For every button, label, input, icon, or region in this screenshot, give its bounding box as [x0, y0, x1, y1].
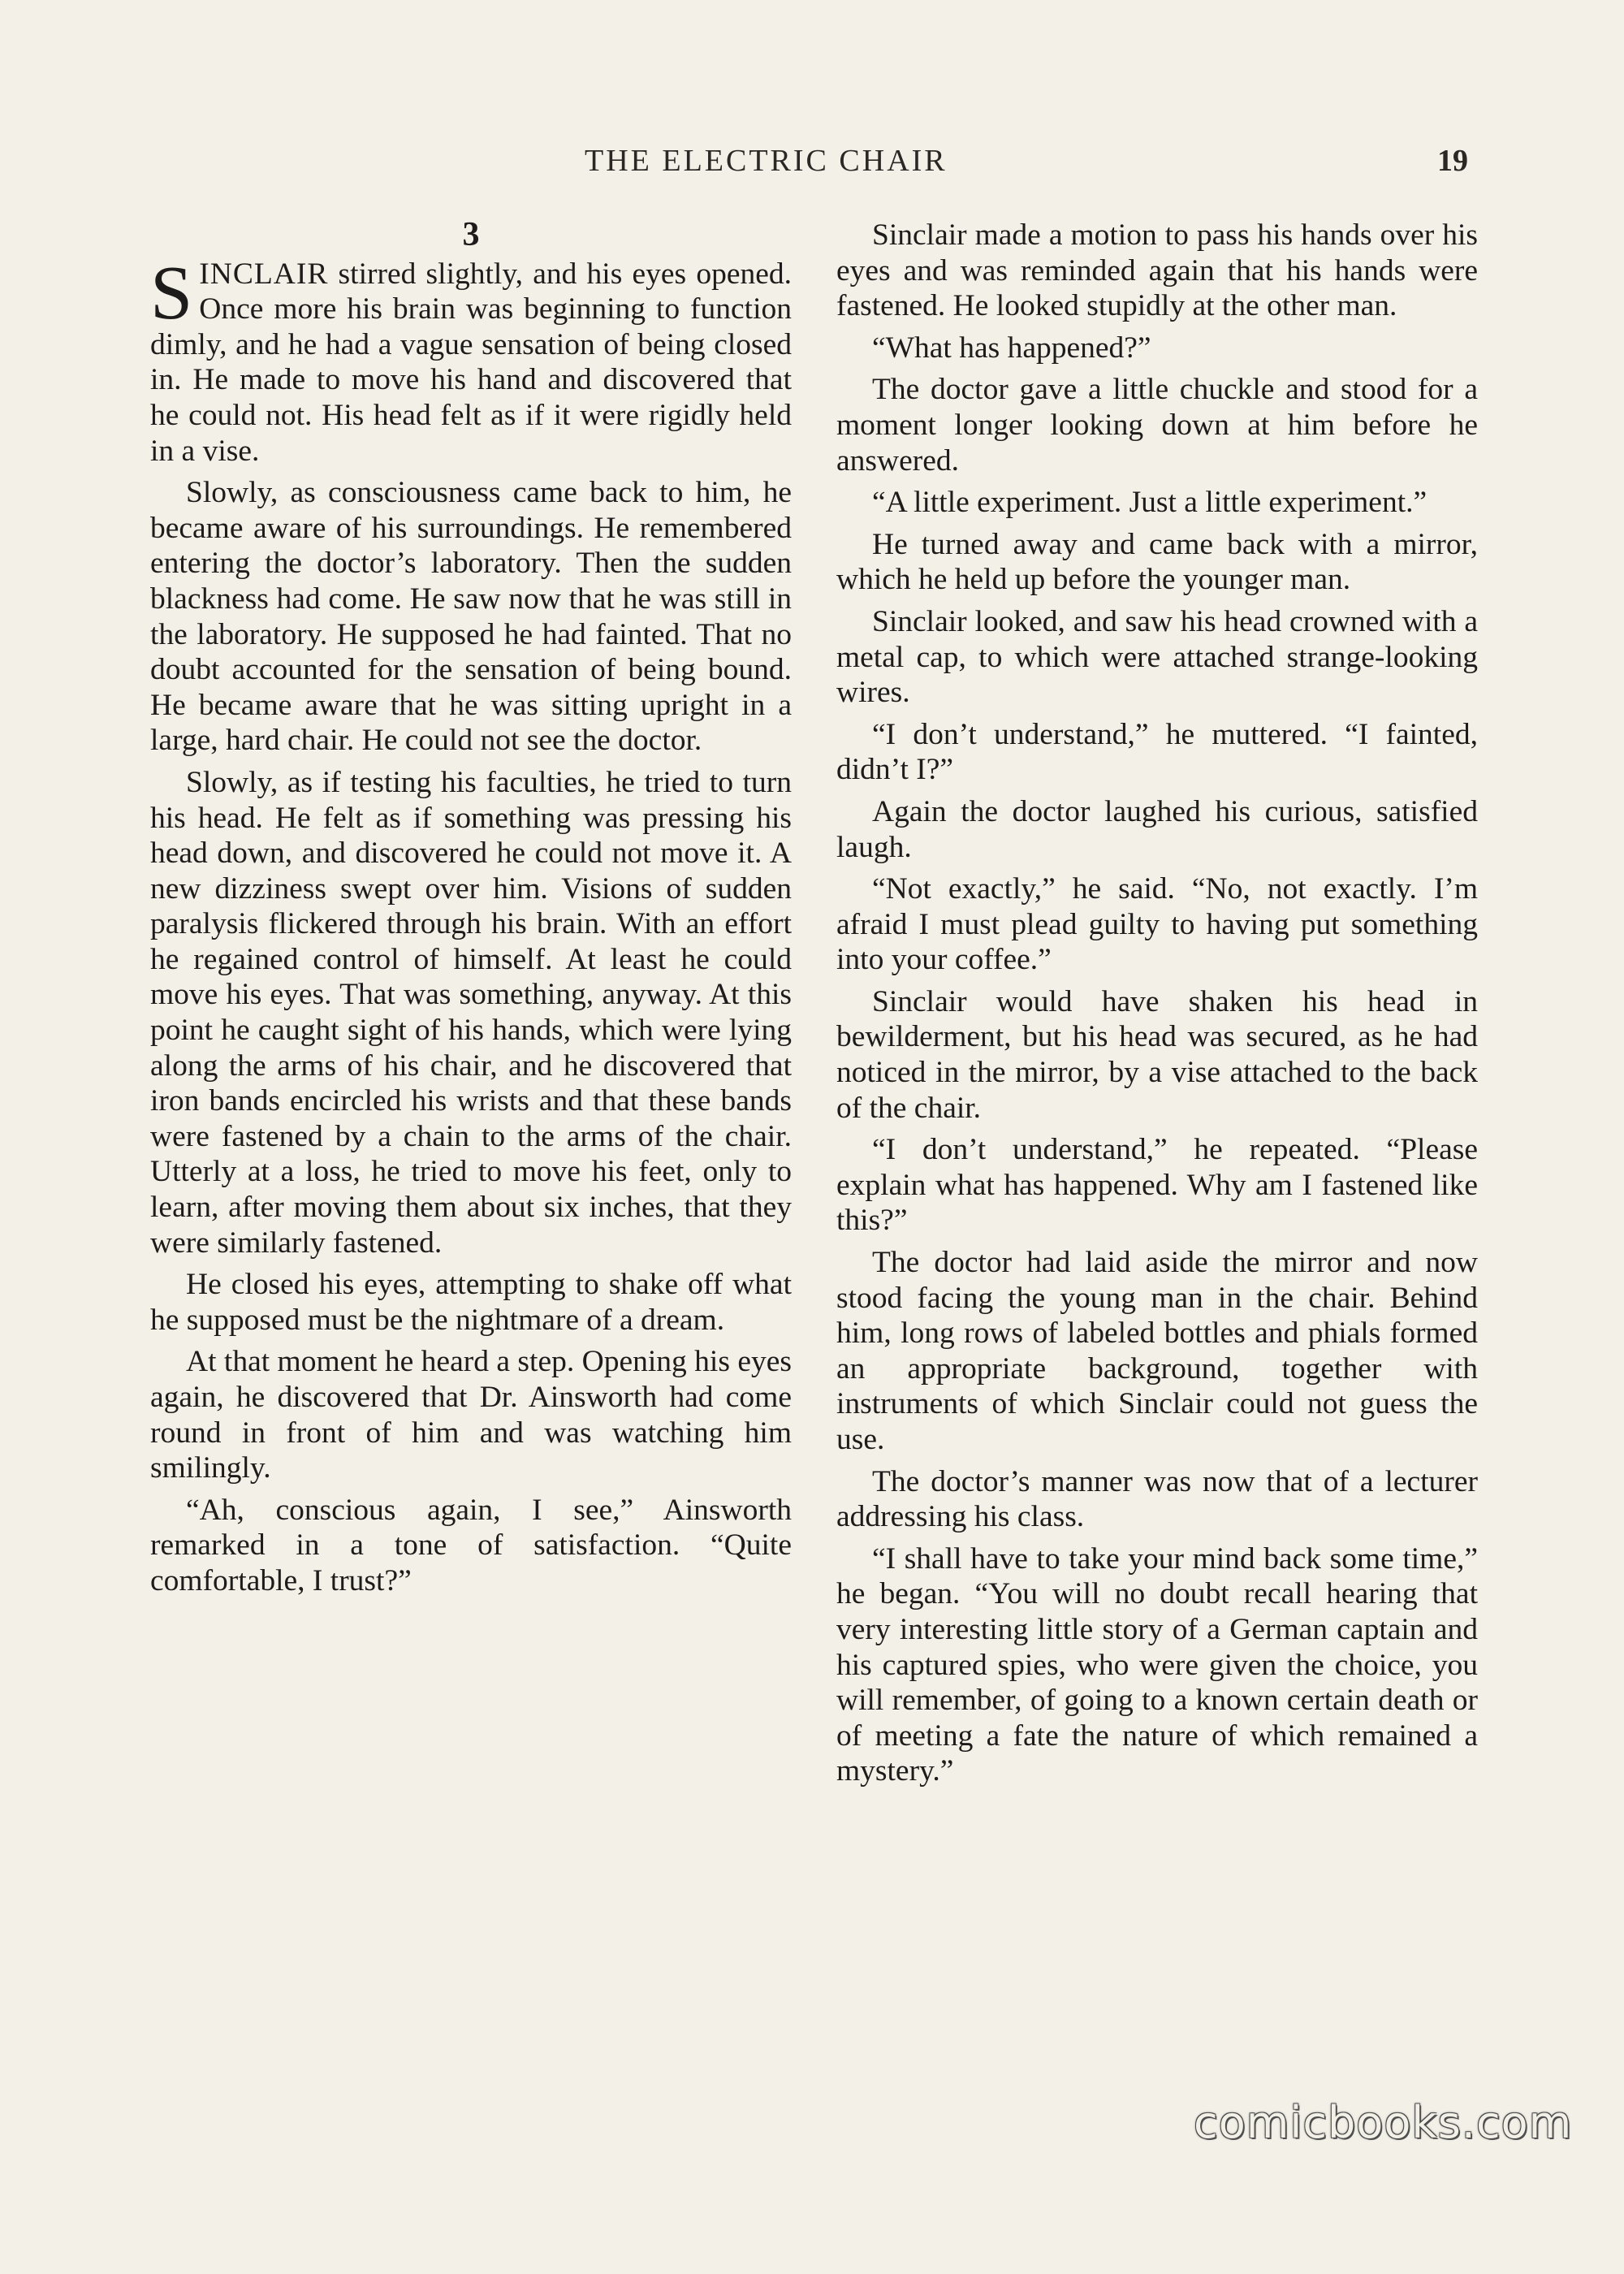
opening-paragraph	[150, 250, 792, 469]
opening-smallcaps: INCLAIR	[199, 257, 329, 291]
running-title: THE ELECTRIC CHAIR	[585, 144, 948, 178]
right-column	[836, 218, 1478, 1796]
paragraph: The doctor’s manner was now that of a lecturer addressing his class.	[836, 1464, 1478, 1534]
chapter-number: 3	[462, 216, 480, 253]
page-number: 19	[1437, 144, 1468, 178]
paragraph: “I shall have to take your mind back some time,” he began. “You will no doubt recall hearing that very interesting little story of a German captain and his captured spies, who were given the choice, you will remember, of going to a known certain death or of meeting a fate the nature of which remained a mystery.”	[836, 1541, 1478, 1788]
paragraph: At that moment he heard a step. Opening his eyes again, he discovered that Dr. Ainsworth had come round in front of him and was watching him smilingly.	[150, 1345, 792, 1485]
paragraph: “Not exactly,” he said. “No, not exactly. I’m afraid I must plead guilty to having put something into your coffee.”	[836, 872, 1478, 977]
paragraph: The doctor gave a little chuckle and stood for a moment longer looking down at him before he answered.	[836, 373, 1478, 478]
paragraph: The doctor had laid aside the mirror and now stood facing the young man in the chair. Behind him, long rows of labeled bottles and phials formed an appropriate background, together with instruments of which Sinclair could not guess the use.	[836, 1246, 1478, 1456]
paragraph: “I don’t understand,” he repeated. “Please explain what has happened. Why am I fastened like this?”	[836, 1133, 1478, 1238]
paragraph: He closed his eyes, attempting to shake off what he supposed must be the nightmare of a dream.	[150, 1268, 792, 1337]
paragraph: Again the doctor laughed his curious, satisfied laugh.	[836, 794, 1478, 864]
paragraph: Slowly, as consciousness came back to him, he became aware of his surroundings. He remembered entering the doctor’s laboratory. Then the sudden blackness had come. He saw now that he was still in the laboratory. He supposed he had fainted. That no doubt accounted for the sensation of being bound. He became aware that he was sitting upright in a large, hard chair. He could not see the doctor.	[150, 476, 792, 758]
drop-cap: S	[150, 250, 193, 335]
paragraph: “I don’t understand,” he muttered. “I fainted, didn’t I?”	[836, 717, 1478, 787]
paragraph: Sinclair looked, and saw his head crowned with a metal cap, to which were attached strange-looking wires.	[836, 604, 1478, 710]
running-header	[0, 143, 1624, 184]
paragraph: Sinclair made a motion to pass his hands over his eyes and was reminded again that his hands were fastened. He looked stupidly at the other man.	[836, 218, 1478, 323]
watermark: comicbooks.com	[1194, 2097, 1573, 2148]
paragraph: He turned away and came back with a mirror, which he held up before the younger man.	[836, 527, 1478, 597]
paragraph: “Ah, conscious again, I see,” Ainsworth remarked in a tone of satisfaction. “Quite comfortable, I trust?”	[150, 1493, 792, 1597]
paragraph: “A little experiment. Just a little experiment.”	[872, 486, 1427, 520]
paragraph: “What has happened?”	[872, 331, 1151, 365]
paragraph: Sinclair would have shaken his head in bewilderment, but his head was secured, as he had noticed in the mirror, by a vise attached to the back of the chair.	[836, 984, 1478, 1125]
paragraph: Slowly, as if testing his faculties, he tried to turn his head. He felt as if something was pressing his head down, and discovered he could not move it. A new dizziness swept over him. Visions of sudden paralysis flickered through his brain. With an effort he regained control of himself. At least he could move his eyes. That was something, anyway. At this point he caught sight of his hands, which were lying along the arms of his chair, and he discovered that iron bands encircled his wrists and that these bands were fastened by a chain to the arms of the chair. Utterly at a loss, he tried to move his feet, only to learn, after moving them about six inches, that they were similarly fastened.	[150, 765, 792, 1260]
opening-text: stirred slightly, and his eyes opened. Once more his brain was beginning to function dimly, and he had a vague sensation of being closed in. He made to move his hand and discovered that he could not. His head felt as if it were rigidly held in a vise.	[150, 257, 792, 468]
left-column	[150, 218, 792, 1606]
